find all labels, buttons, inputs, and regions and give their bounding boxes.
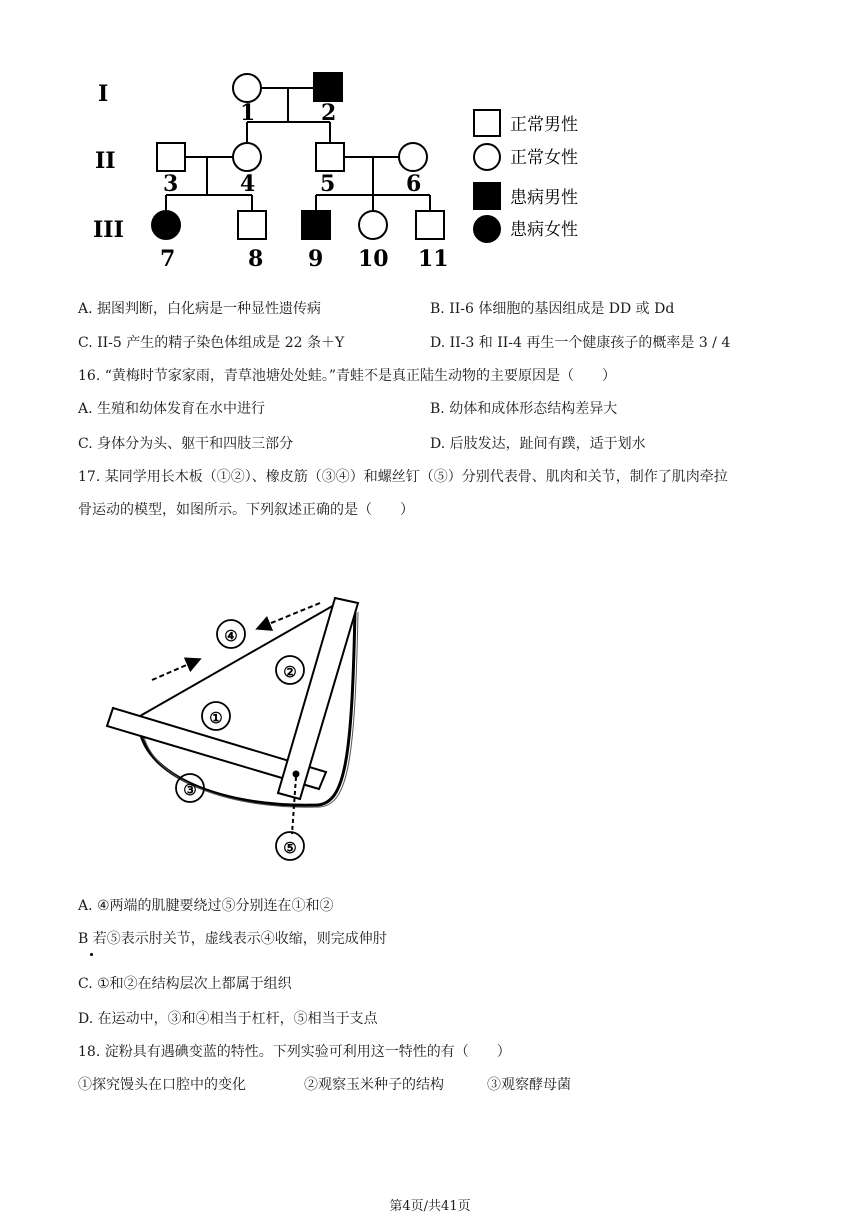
label-1: ① xyxy=(209,709,223,727)
generation-label: I xyxy=(98,81,109,107)
q15-option-a: A. 据图判断，白化病是一种显性遗传病 xyxy=(78,301,322,317)
q18-item-2: ②观察玉米种子的结构 xyxy=(304,1077,444,1093)
individual-number: 1 xyxy=(240,100,256,126)
q18-item-3: ③观察酵母菌 xyxy=(487,1077,571,1093)
q16-option-c: C. 身体分为头、躯干和四肢三部分 xyxy=(78,436,294,452)
q18-stem: 18. 淀粉具有遇碘变蓝的特性。下列实验可利用这一特性的有（ ） xyxy=(78,1044,511,1060)
circle-filled-icon xyxy=(474,216,500,242)
q16-option-a: A. 生殖和幼体发育在水中进行 xyxy=(78,401,266,417)
generation-label: III xyxy=(93,217,124,243)
q17-stem-line1: 17. 某同学用长木板（①②）、橡皮筋（③④）和螺丝钉（⑤）分别代表骨、肌肉和关节，制作了肌肉牵拉 xyxy=(78,469,728,485)
q17-option-b: B 若⑤表示肘关节，虚线表示④收缩，则完成伸肘 xyxy=(78,931,387,947)
q18-item-1: ①探究馒头在口腔中的变化 xyxy=(78,1077,246,1093)
individual-number: 5 xyxy=(320,171,336,197)
individual-number: 2 xyxy=(321,100,337,126)
stray-dot xyxy=(90,953,93,956)
label-3: ③ xyxy=(183,781,197,799)
individual-number: 6 xyxy=(406,171,422,197)
individual-number: 3 xyxy=(163,171,179,197)
q16-stem: 16. “黄梅时节家家雨，青草池塘处处蛙。”青蛙不是真正陆生动物的主要原因是（ ） xyxy=(78,368,617,384)
legend-label: 患病女性 xyxy=(510,220,578,240)
individual-number: 7 xyxy=(160,246,176,272)
generation-label: II xyxy=(95,148,116,174)
q17-option-c: C. ①和②在结构层次上都属于组织 xyxy=(78,976,292,992)
legend-label: 患病男性 xyxy=(510,188,578,208)
individual-2-affected-male xyxy=(314,73,342,101)
individual-5-male xyxy=(316,143,344,171)
legend-label: 正常男性 xyxy=(510,115,578,135)
q16-option-d: D. 后肢发达，趾间有蹼，适于划水 xyxy=(430,436,646,452)
q15-option-b: B. II-6 体细胞的基因组成是 DD 或 Dd xyxy=(430,301,675,317)
label-2: ② xyxy=(283,663,297,681)
label-5: ⑤ xyxy=(283,839,297,857)
individual-3-male xyxy=(157,143,185,171)
q17-option-a: A. ④两端的肌腱要绕过⑤分别连在①和② xyxy=(78,898,334,914)
individual-number: 9 xyxy=(308,246,324,272)
individual-number: 10 xyxy=(358,246,389,272)
individual-number: 4 xyxy=(240,171,256,197)
muscle-bone-model-diagram xyxy=(100,585,380,875)
q15-option-d: D. II-3 和 II-4 再生一个健康孩子的概率是 3 / 4 xyxy=(430,335,731,351)
q16-option-b: B. 幼体和成体形态结构差异大 xyxy=(430,401,618,417)
individual-9-affected-male xyxy=(302,211,330,239)
pedigree-chart xyxy=(80,60,600,280)
individual-6-female xyxy=(399,143,427,171)
q15-option-c: C. II-5 产生的精子染色体组成是 22 条＋Y xyxy=(78,335,345,351)
individual-number: 11 xyxy=(418,246,449,272)
individual-7-affected-female xyxy=(152,211,180,239)
label-4: ④ xyxy=(224,627,238,645)
individual-10-female xyxy=(359,211,387,239)
contraction-arrow-left xyxy=(152,660,198,680)
square-filled-icon xyxy=(474,183,500,209)
individual-1-female xyxy=(233,74,261,102)
individual-11-male xyxy=(416,211,444,239)
q17-stem-line2: 骨运动的模型，如图所示。下列叙述正确的是（ ） xyxy=(78,502,414,518)
individual-number: 8 xyxy=(248,246,264,272)
legend-label: 正常女性 xyxy=(510,148,578,168)
q17-option-d: D. 在运动中，③和④相当于杠杆，⑤相当于支点 xyxy=(78,1011,378,1027)
individual-8-male xyxy=(238,211,266,239)
square-open-icon xyxy=(474,110,500,136)
contraction-arrow-top xyxy=(259,603,320,628)
screw-5 xyxy=(293,771,300,778)
individual-4-female xyxy=(233,143,261,171)
circle-open-icon xyxy=(474,144,500,170)
page-footer: 第4页/共41页 xyxy=(389,1199,471,1214)
